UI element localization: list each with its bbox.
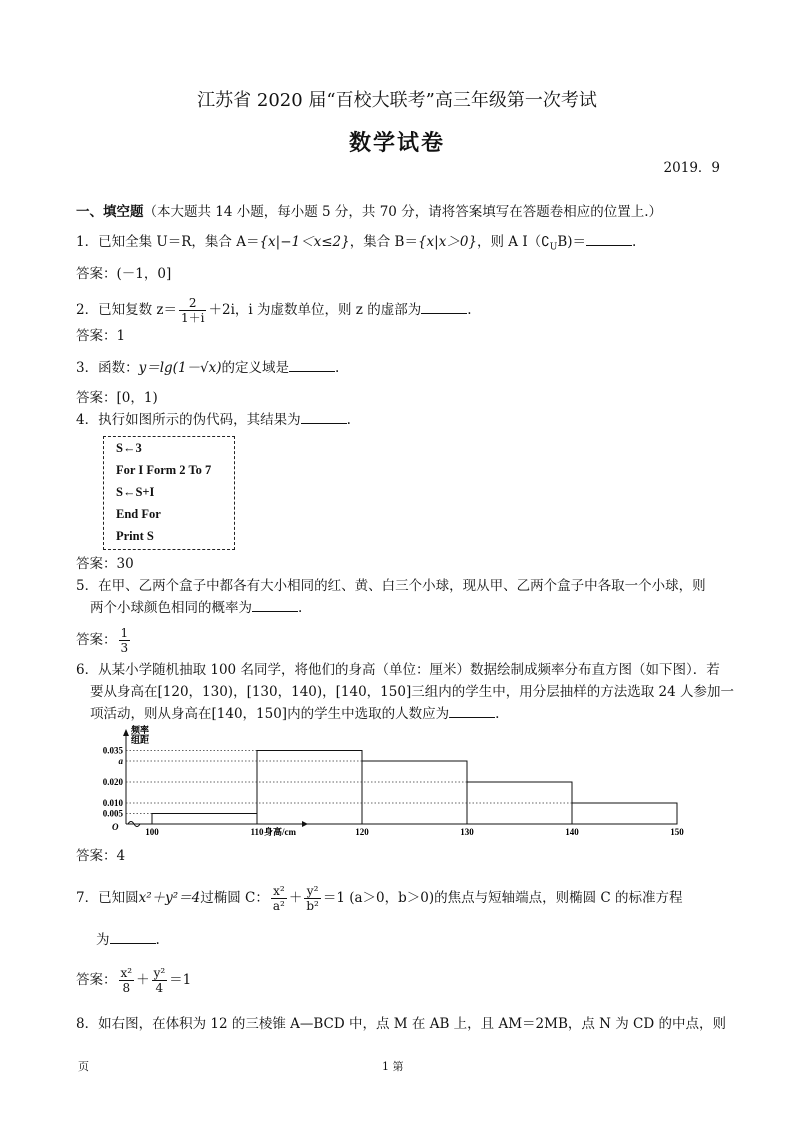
answer-blank [586, 233, 632, 246]
question-6: 项活动，则从身高在[140，150]内的学生中选取的人数应为 . [90, 706, 500, 722]
q7-text-b: 过椭圆 C： [200, 890, 269, 906]
x-tick-label: 110 [250, 827, 264, 837]
q7-e-num1: x² [271, 884, 287, 899]
q7-e-den1: a² [272, 899, 285, 913]
footer-page-number: 1 第 [382, 1060, 404, 1073]
q6-answer: 答案：4 [76, 848, 126, 864]
q7-a-num2: y² [153, 966, 166, 980]
x-tick-label: 100 [145, 827, 159, 837]
q7-circle: x²＋y²＝4 [138, 890, 201, 906]
code-line: S←S+I [116, 485, 155, 499]
q5-answer [76, 620, 132, 660]
q7-answer-tail: ＝1 [169, 972, 192, 988]
q5-line2: 两个小球颜色相同的概率为 [90, 600, 252, 616]
histogram-chart [96, 725, 684, 838]
q7-answer-frac-y [152, 966, 168, 995]
q7-e-den2: b² [306, 899, 319, 913]
q2-text-b: ＋2i，i 为虚数单位，则 z 的虚部为 [208, 302, 422, 318]
x-tick-label: 150 [670, 827, 684, 837]
x-tick-label: 130 [460, 827, 474, 837]
q1-text-d: B)＝ [557, 234, 587, 250]
footer-page-label: 页 [78, 1060, 89, 1073]
answer-blank [110, 931, 156, 944]
q5-answer-den: 3 [120, 641, 129, 655]
answer-blank [289, 359, 335, 372]
q3-answer: 答案：[0，1) [76, 390, 158, 406]
y-tick-label: a [118, 756, 123, 766]
answer-blank [252, 599, 298, 612]
code-line: End For [116, 507, 161, 521]
question-7: 7．已知圆x²＋y²＝4过椭圆 C： $\frac{\text{x²}}{\text{a²}}$ ＋ $\frac{\text{y²}}{\text{b²}}$ ＝1 (a＞0，b＞0)的焦点与短轴端点，则椭圆 C 的标准方程 [76, 884, 683, 913]
answer-blank [301, 411, 347, 424]
q7-a-den1: 8 [122, 981, 131, 995]
q7-e-num2: y² [304, 884, 321, 899]
q5-answer-num: 1 [120, 626, 129, 640]
code-line: S←3 [116, 441, 142, 455]
q7-line2-text: 为 [96, 932, 110, 948]
page-title: 数学试卷 [348, 130, 445, 156]
histogram-bar [152, 814, 257, 825]
answer-blank [449, 705, 495, 718]
exam-date: 2019．9 [663, 160, 720, 176]
question-3: 3．函数：y＝lg(1－√x)的定义域是 . [76, 360, 340, 376]
q2-answer: 答案：1 [76, 328, 126, 344]
q3-text-a: 3．函数： [76, 360, 139, 376]
y-axis-label-bottom: 组距 [130, 735, 150, 745]
q6-line3: 项活动，则从身高在[140，150]内的学生中选取的人数应为 [90, 706, 450, 722]
q7-text-a: 7．已知圆 [76, 890, 139, 906]
q1-set-b: {x|x＞0} [417, 234, 477, 250]
q7-answer-label: 答案： [76, 972, 117, 988]
code-line: Print S [116, 529, 154, 543]
q3-text-b: 的定义域是 [221, 360, 290, 376]
y-tick-label: 0.020 [102, 777, 123, 787]
y-tick-label: 0.010 [102, 798, 123, 808]
q7-answer: 答案： $\frac{\text{x²}}{8}$ ＋ $\frac{\text{y²}}{4}$ ＝1 [76, 966, 192, 995]
question-2: 2．已知复数 z＝ $\frac{2}{1+i}$ ＋2i，i 为虚数单位，则 z 的虚部为 . [76, 296, 472, 325]
section-header [76, 202, 662, 222]
q1-set-a: {x|−1＜x≤2} [259, 234, 350, 250]
q5-line1: 5．在甲、乙两个盒子中都各有大小相同的红、黄、白三个小球，现从甲、乙两个盒子中各取一个小球，则 [76, 578, 706, 594]
question-4: 4．执行如图所示的伪代码，其结果为 . [76, 412, 351, 428]
q7-ellipse-frac-y [304, 884, 321, 913]
y-axis-label-top: 频率 [130, 725, 150, 735]
q1-answer: 答案：(－1，0] [76, 266, 172, 282]
histogram-bar [362, 761, 467, 824]
q4-text: 4．执行如图所示的伪代码，其结果为 [76, 412, 301, 428]
q4-answer: 答案：30 [76, 556, 134, 572]
q5-answer-label: 答案： [76, 632, 117, 648]
q7-ellipse-frac-x [271, 884, 287, 913]
question-5: 两个小球颜色相同的概率为 . [90, 600, 303, 616]
q1-text-c: ，则 A I（∁ [477, 234, 550, 250]
y-tick-label: 0.005 [102, 808, 123, 819]
q6-line2: 要从身高在[120，130)，[130，140)，[140，150]三组内的学生中，用分层抽样的方法选取 24 人参加一 [90, 684, 734, 700]
origin-label: O [112, 822, 119, 832]
y-tick-label: 0.035 [102, 745, 123, 756]
histogram-bar [257, 751, 362, 825]
q2-text-a: 2．已知复数 z＝ [76, 302, 177, 318]
q1-text-b: ，集合 B＝ [349, 234, 418, 250]
q2-num: 2 [179, 296, 206, 311]
pseudocode-box [103, 436, 235, 550]
q2-fraction [179, 296, 206, 325]
answer-blank [421, 301, 467, 314]
q1-text-a: 1．已知全集 U＝R，集合 A＝ [76, 234, 260, 250]
q5-answer-fraction [119, 626, 131, 655]
exam-title: 江苏省 2020 届“百校大联考”高三年级第一次考试 [197, 90, 597, 111]
q6-line1: 6．从某小学随机抽取 100 名同学，将他们的身高（单位：厘米）数据绘制成频率分布直方图（如下图）．若 [76, 662, 720, 678]
section-instructions: （本大题共 14 小题，每小题 5 分，共 70 分，请将答案填写在答题卷相应的位置上.） [143, 204, 662, 220]
q7-a-den2: 4 [155, 981, 164, 995]
section-heading: 一、填空题 [76, 204, 144, 220]
q2-den: 1＋i [181, 311, 205, 325]
question-1: 1．已知全集 U＝R，集合 A＝{x|−1＜x≤2}，集合 B＝{x|x＞0}，则 A $I(∁_UB)=$ . [76, 234, 637, 253]
x-tick-label: 120 [355, 827, 369, 837]
code-line: For I Form 2 To 7 [116, 463, 212, 477]
q1-text-sub: U [549, 242, 558, 253]
q3-formula: y＝lg(1－√x) [138, 360, 222, 376]
question-8: 8．如右图，在体积为 12 的三棱锥 A—BCD 中，点 M 在 AB 上，且 AM＝2MB，点 N 为 CD 的中点，则 [76, 1016, 726, 1032]
y-axis-arrow [123, 729, 129, 736]
q7-line2: 为 . [96, 932, 160, 948]
q7-answer-frac-x [119, 966, 135, 995]
x-tick-label: 140 [565, 827, 579, 837]
x-axis-label: 身高/cm [264, 827, 296, 837]
q7-text-c: ＝1 (a＞0，b＞0)的焦点与短轴端点，则椭圆 C 的标准方程 [322, 890, 683, 906]
q7-a-num1: x² [120, 966, 133, 980]
histogram-bar [572, 803, 677, 824]
